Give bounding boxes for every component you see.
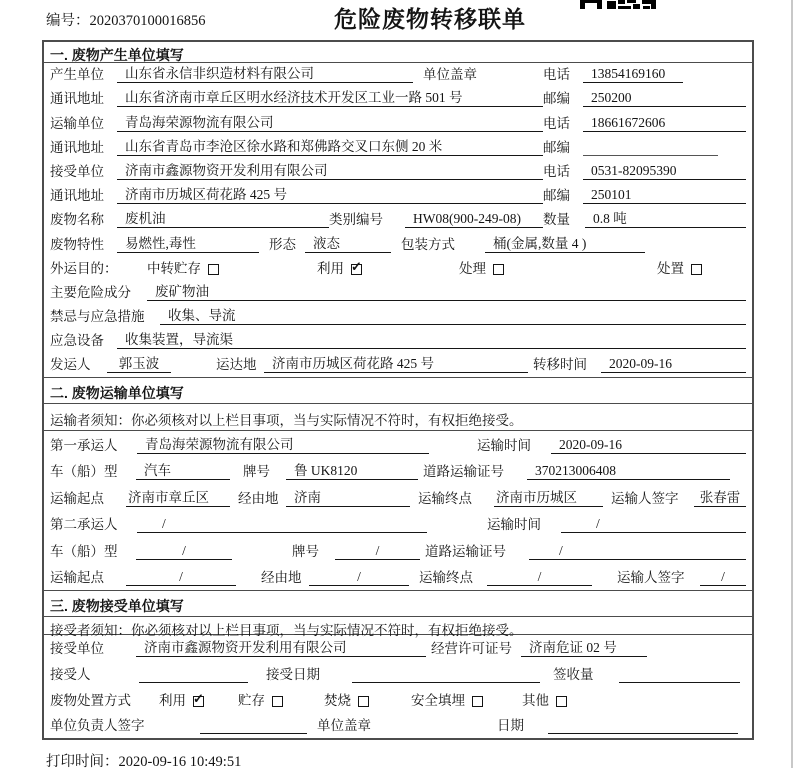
transport-purpose-label: 外运目的： xyxy=(50,260,118,276)
transfer-time-field: 2020-09-16 xyxy=(601,356,746,373)
receiver-phone-field: 0531-82095390 xyxy=(583,163,746,180)
destination-label: 运达地 xyxy=(216,357,257,373)
route-via-field: 济南 xyxy=(286,490,410,507)
quantity-label: 数量 xyxy=(543,212,570,228)
disposal-method-label: 废物处置方式 xyxy=(50,692,131,708)
vehicle-type-label: 车（船）型 xyxy=(50,543,118,559)
store-label: 贮存 xyxy=(238,692,265,708)
hazard-component-label: 主要危险成分 xyxy=(50,284,131,300)
first-carrier-field: 青岛海荣源物流有限公司 xyxy=(137,437,429,454)
responsible-signature-row xyxy=(44,713,752,739)
responsible-signature-field xyxy=(200,733,307,734)
road-permit-label: 道路运输证号 xyxy=(423,464,504,480)
road-permit-label: 道路运输证号 xyxy=(425,543,506,559)
received-quantity-field xyxy=(619,682,740,683)
quantity-field: 0.8 吨 xyxy=(585,211,746,228)
form-field: 液态 xyxy=(305,236,391,253)
carrier-signature-field: 张春雷 xyxy=(694,490,746,507)
transporter-notice: 运输者须知：你必须核对以上栏目事项，当与实际情况不符时，有权拒绝接受。 xyxy=(44,404,752,431)
route-end-label: 运输终点 xyxy=(418,490,472,506)
road-permit-field: / xyxy=(529,543,746,560)
purpose-option-treat xyxy=(459,261,657,277)
transfer-time-label: 转移时间 xyxy=(533,357,587,373)
carrier-signature-field: / xyxy=(700,569,746,586)
transporter-phone-field: 18661672606 xyxy=(583,115,746,132)
second-carrier-row xyxy=(44,511,752,538)
incinerate-checkbox xyxy=(358,696,369,707)
waste-name-field: 废机油 xyxy=(117,211,329,228)
road-permit-field: 370213006408 xyxy=(527,463,730,480)
acceptor-label: 接受人 xyxy=(50,666,91,682)
zip-label: 邮编 xyxy=(543,139,570,155)
transporter-unit-label: 运输单位 xyxy=(50,115,104,131)
address-label: 通讯地址 xyxy=(50,91,104,107)
receiver-address-row xyxy=(44,184,752,208)
transporter-zip-field xyxy=(583,155,718,156)
section3-heading: 三. 废物接受单位填写 xyxy=(44,590,752,617)
category-code-label: 类别编号 xyxy=(329,212,383,228)
accepting-unit-field: 济南市鑫源物资开发利用有限公司 xyxy=(136,640,426,657)
print-time-value: 2020-09-16 10:49:51 xyxy=(118,754,242,770)
first-vehicle-row xyxy=(44,458,752,485)
accept-date-field xyxy=(352,682,540,683)
page-title: 危险废物转移联单 xyxy=(334,6,526,32)
plate-number-field: / xyxy=(335,543,420,560)
first-route-row xyxy=(44,484,752,511)
route-via-label: 经由地 xyxy=(261,570,302,586)
section1-heading: 一. 废物产生单位填写 xyxy=(44,42,752,63)
transporter-unit-field: 青岛海荣源物流有限公司 xyxy=(117,115,543,132)
route-start-field: 济南市章丘区 xyxy=(126,490,230,507)
utilize-checkbox xyxy=(351,264,362,275)
utilize-label: 利用 xyxy=(317,260,344,276)
zip-label: 邮编 xyxy=(543,91,570,107)
incinerate-label: 焚烧 xyxy=(324,692,351,708)
waste-trait-label: 废物特性 xyxy=(50,236,104,252)
emergency-equipment-row xyxy=(44,329,752,353)
disposal-option-utilize xyxy=(159,693,238,709)
utilize-checkbox xyxy=(193,696,204,707)
disposal-option-store xyxy=(238,693,324,709)
route-start-field: / xyxy=(126,569,236,586)
disposal-option-other xyxy=(522,693,567,709)
taboo-measures-field: 收集、导流 xyxy=(160,308,746,325)
other-label: 其他 xyxy=(522,692,549,708)
receiver-row xyxy=(44,160,752,184)
accepting-unit-row xyxy=(44,635,752,661)
serial-label: 编号： xyxy=(46,13,90,29)
taboo-measures-label: 禁忌与应急措施 xyxy=(50,309,145,325)
route-end-field: / xyxy=(487,569,592,586)
manifest-table xyxy=(42,40,754,740)
receiver-notice: 接受者须知：你必须核对以上栏目事项，当与实际情况不符时，有权拒绝接受。 xyxy=(44,617,752,635)
route-start-label: 运输起点 xyxy=(50,570,104,586)
first-carrier-label: 第一承运人 xyxy=(50,437,118,453)
section2-body xyxy=(44,431,752,590)
phone-label: 电话 xyxy=(543,115,570,131)
producer-unit-label: 产生单位 xyxy=(50,67,104,83)
transporter-address-row xyxy=(44,136,752,160)
accepting-unit-label: 接受单位 xyxy=(50,641,104,657)
dispatcher-field: 郭玉波 xyxy=(107,356,171,373)
receiver-unit-field: 济南市鑫源物资开发利用有限公司 xyxy=(117,163,543,180)
address-label: 通讯地址 xyxy=(50,139,104,155)
section2-heading: 二. 废物运输单位填写 xyxy=(44,377,752,404)
producer-address-row xyxy=(44,87,752,111)
date-label: 日期 xyxy=(497,718,524,734)
phone-label: 电话 xyxy=(543,163,570,179)
responsible-signature-label: 单位负责人签字 xyxy=(50,718,145,734)
route-via-label: 经由地 xyxy=(238,490,279,506)
receiver-unit-label: 接受单位 xyxy=(50,163,104,179)
business-license-field: 济南危证 02 号 xyxy=(521,640,647,657)
treat-checkbox xyxy=(493,264,504,275)
unit-seal-label: 单位盖章 xyxy=(317,718,371,734)
acceptor-row xyxy=(44,661,752,687)
waste-name-row xyxy=(44,208,752,232)
taboo-measures-row xyxy=(44,305,752,329)
vehicle-type-field: 汽车 xyxy=(136,463,230,480)
phone-label: 电话 xyxy=(543,67,570,83)
hazard-component-row xyxy=(44,281,752,305)
route-via-field: / xyxy=(309,569,409,586)
dispatch-row xyxy=(44,353,752,377)
treat-label: 处理 xyxy=(459,260,486,276)
producer-row xyxy=(44,63,752,87)
first-carrier-row xyxy=(44,431,752,458)
date-field xyxy=(548,733,738,734)
purpose-option-dispose xyxy=(657,261,702,277)
category-code-field: HW08(900-249-08) xyxy=(405,211,543,228)
dispose-checkbox xyxy=(691,264,702,275)
route-end-field: 济南市历城区 xyxy=(494,490,603,507)
store-checkbox xyxy=(272,696,283,707)
carrier-signature-label: 运输人签字 xyxy=(617,570,685,586)
business-license-label: 经营许可证号 xyxy=(431,641,512,657)
waste-trait-row xyxy=(44,232,752,256)
disposal-option-landfill xyxy=(411,693,522,709)
waste-trait-field: 易燃性,毒性 xyxy=(117,236,259,253)
landfill-checkbox xyxy=(472,696,483,707)
first-transport-time-field: 2020-09-16 xyxy=(551,437,746,454)
producer-phone-field: 13854169160 xyxy=(583,66,683,83)
accept-date-label: 接受日期 xyxy=(266,666,320,682)
waste-name-label: 废物名称 xyxy=(50,212,104,228)
receiver-zip-field: 250101 xyxy=(583,187,746,204)
emergency-equipment-field: 收集装置，导流渠 xyxy=(117,332,746,349)
landfill-label: 安全填埋 xyxy=(411,692,465,708)
page-right-edge xyxy=(791,0,793,768)
second-route-row xyxy=(44,564,752,591)
route-start-label: 运输起点 xyxy=(50,490,104,506)
received-quantity-label: 签收量 xyxy=(553,666,594,682)
hazard-component-field: 废矿物油 xyxy=(147,284,746,301)
plate-number-field: 鲁 UK8120 xyxy=(286,463,418,480)
vehicle-type-label: 车（船）型 xyxy=(50,464,118,480)
route-end-label: 运输终点 xyxy=(419,570,473,586)
purpose-option-transfer-storage xyxy=(147,261,317,277)
print-time-label: 打印时间： xyxy=(46,754,119,770)
transfer-storage-label: 中转贮存 xyxy=(147,260,201,276)
transporter-address-field: 山东省青岛市李沧区徐水路和郑佛路交叉口东侧 20 米 xyxy=(117,139,543,156)
packaging-label: 包装方式 xyxy=(401,236,455,252)
second-transport-time-field: / xyxy=(561,516,746,533)
transport-time-label: 运输时间 xyxy=(477,437,531,453)
second-carrier-field: / xyxy=(137,516,427,533)
carrier-signature-label: 运输人签字 xyxy=(611,490,679,506)
other-checkbox xyxy=(556,696,567,707)
acceptor-field xyxy=(139,682,248,683)
section3-body xyxy=(44,635,752,738)
dispatcher-label: 发运人 xyxy=(50,357,91,373)
serial-value: 2020370100016856 xyxy=(89,13,206,29)
utilize-label: 利用 xyxy=(159,692,186,708)
plate-number-label: 牌号 xyxy=(292,543,319,559)
producer-zip-field: 250200 xyxy=(583,90,746,107)
packaging-field: 桶(金属,数量 4 ) xyxy=(485,236,645,253)
plate-number-label: 牌号 xyxy=(243,464,270,480)
form-label: 形态 xyxy=(269,236,296,252)
unit-seal-label: 单位盖章 xyxy=(423,67,477,83)
transporter-row xyxy=(44,111,752,135)
producer-unit-field: 山东省永信非织造材料有限公司 xyxy=(117,66,413,83)
dispose-label: 处置 xyxy=(657,260,684,276)
section1-body xyxy=(44,63,752,377)
transfer-storage-checkbox xyxy=(208,264,219,275)
vehicle-type-field: / xyxy=(136,543,232,560)
emergency-equipment-label: 应急设备 xyxy=(50,333,104,349)
disposal-method-row xyxy=(44,687,752,713)
transport-purpose-row xyxy=(44,257,752,281)
transport-time-label: 运输时间 xyxy=(487,517,541,533)
second-carrier-label: 第二承运人 xyxy=(50,517,118,533)
destination-field: 济南市历城区荷花路 425 号 xyxy=(264,356,528,373)
receiver-address-field: 济南市历城区荷花路 425 号 xyxy=(117,187,543,204)
address-label: 通讯地址 xyxy=(50,188,104,204)
second-vehicle-row xyxy=(44,537,752,564)
disposal-option-incinerate xyxy=(324,693,411,709)
zip-label: 邮编 xyxy=(543,188,570,204)
producer-address-field: 山东省济南市章丘区明水经济技术开发区工业一路 501 号 xyxy=(117,90,543,107)
purpose-option-utilize xyxy=(317,261,459,277)
